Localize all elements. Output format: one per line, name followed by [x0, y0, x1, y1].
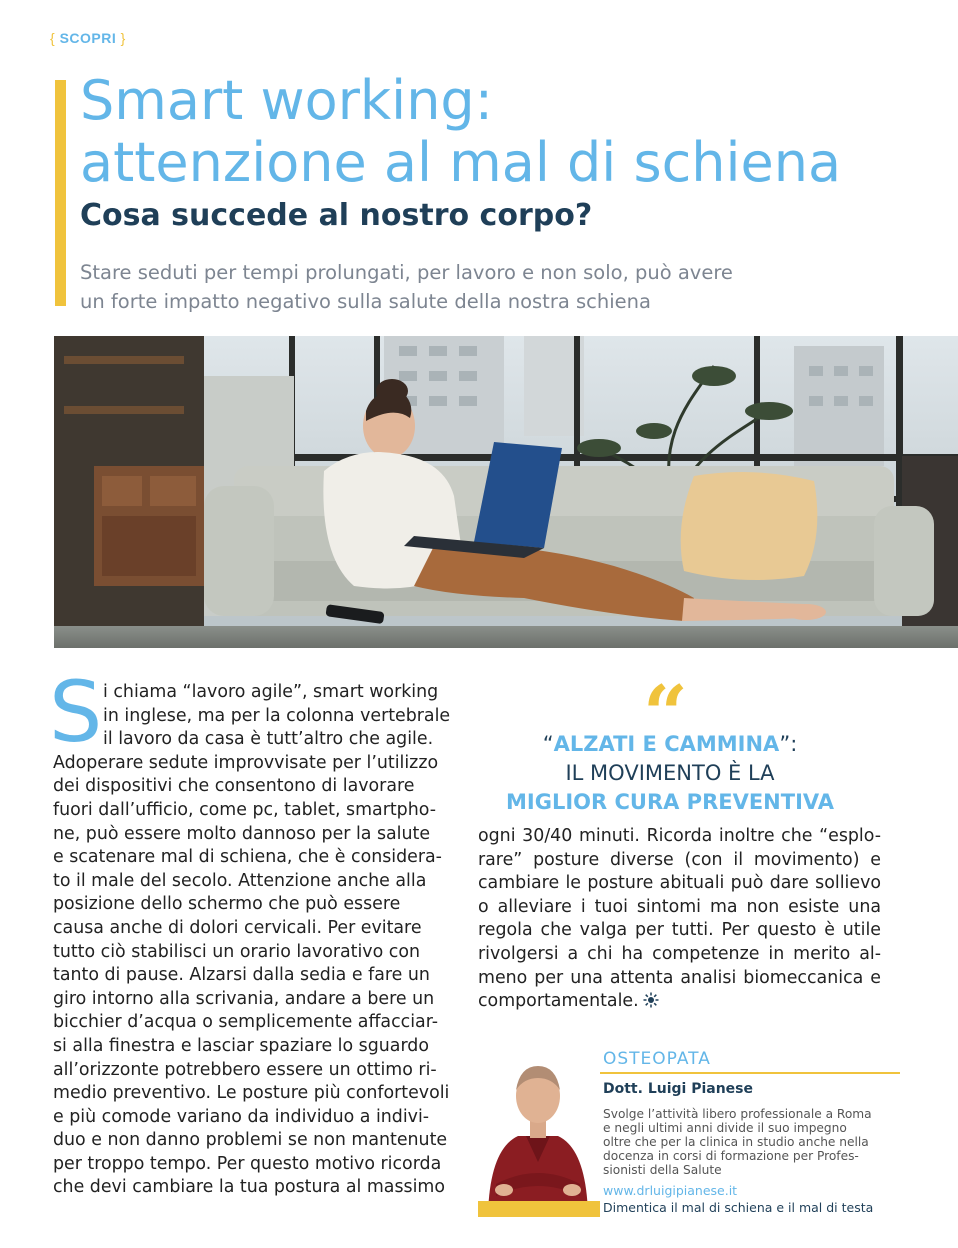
article-subtitle: Cosa succede al nostro corpo?: [80, 198, 593, 233]
pull-quote-open: “: [542, 732, 554, 756]
body-left-line: e più comode variano da individuo a indivi-: [53, 1106, 430, 1127]
body-right-line: rivolgersi a chi ha competenze in merito al-: [478, 943, 881, 964]
author-bio-line: Svolge l’attività libero professionale a Roma: [603, 1107, 872, 1121]
section-tag-label: SCOPRI: [59, 30, 117, 46]
body-left-line: to il male del secolo. Attenzione anche alla: [53, 870, 427, 891]
author-photo: [478, 1044, 598, 1214]
body-left-line: bicchier d’acqua o semplicemente affacciar-: [53, 1012, 439, 1033]
author-bio-line: e negli ultimi anni divide il suo impegno: [603, 1121, 847, 1135]
body-left-line: Adoperare sedute improvvisate per l’utilizzo: [53, 752, 439, 773]
body-left-line: tanto di pause. Alzarsi dalla sedia e fare un: [53, 965, 430, 986]
body-right-line: o alleviare i tuoi sintomi ma non esiste una: [478, 896, 881, 917]
body-left-line: in inglese, ma per la colonna vertebrale: [103, 705, 451, 726]
body-right-line: regola che valga per tutti. Per questo è utile: [478, 920, 881, 941]
title-accent-bar: [55, 80, 66, 306]
author-book-title: Dimentica il mal di schiena e il mal di testa: [603, 1200, 874, 1215]
body-right-line: meno per una attenta analisi biomeccanica e: [478, 967, 881, 988]
lead-line-2: un forte impatto negativo sulla salute della nostra schiena: [80, 290, 651, 313]
body-left-line: causa anche di dolori cervicali. Per evitare: [53, 917, 422, 938]
author-bio-line: docenza in corsi di formazione per Profes-: [603, 1149, 859, 1163]
article-title: [80, 70, 940, 194]
article-title-line-2: attenzione al mal di schiena: [80, 131, 842, 194]
section-tag-brace-right: }: [120, 30, 126, 46]
lead-line-1: Stare seduti per tempi prolungati, per lavoro e non solo, può avere: [80, 261, 733, 284]
section-tag: [50, 30, 126, 46]
author-role: OSTEOPATA: [603, 1049, 711, 1069]
body-left-line: e scatenare mal di schiena, che è considera-: [53, 847, 442, 868]
body-right-line: comportamentale.: [478, 991, 639, 1012]
end-of-article-mark-icon: [643, 992, 659, 1008]
author-role-divider: [600, 1072, 900, 1074]
pull-quote-close: ”:: [779, 732, 798, 756]
body-left-line: si alla finestra e lasciar spaziare lo sguardo: [53, 1035, 429, 1056]
pull-quote-line-2: IL MOVIMENTO È LA: [565, 761, 775, 785]
body-left-line: fuori dall’ufficio, come pc, tablet, smartpho-: [53, 799, 436, 820]
author-bio-line: sionisti della Salute: [603, 1163, 722, 1177]
author-website-link[interactable]: www.drluigipianese.it: [603, 1183, 738, 1198]
body-left-line: posizione dello schermo che può essere: [53, 894, 401, 915]
author-bio-line: oltre che per la clinica in studio anche nella: [603, 1135, 869, 1149]
body-left-line: i chiama “lavoro agile”, smart working: [103, 682, 439, 702]
body-right-line: rare” posture diverse (con il movimento) e: [478, 849, 881, 870]
body-left-line: duo e non danno problemi se non mantenute: [53, 1130, 448, 1151]
woman-on-sofa-with-laptop-photo: [54, 336, 958, 648]
pull-quote-line-1: [480, 730, 860, 759]
body-left-line: per troppo tempo. Per questo motivo ricorda: [53, 1153, 442, 1174]
body-right-line: ogni 30/40 minuti. Ricorda inoltre che “esplo-: [478, 826, 881, 846]
quote-mark-icon: “: [643, 669, 688, 760]
section-tag-brace-left: {: [50, 30, 56, 46]
body-left-line: dei dispositivi che consentono di lavorare: [53, 776, 415, 797]
pull-quote: [480, 730, 860, 817]
body-left-line: tutto ciò stabilisci un orario lavorativo con: [53, 941, 420, 962]
body-column-right: [478, 825, 881, 1014]
body-left-line: che devi cambiare la tua postura al massimo: [53, 1177, 445, 1198]
body-left-line: giro intorno alla scrivania, andare a bere un: [53, 988, 435, 1009]
article-lead: [80, 258, 900, 316]
body-column-left: [53, 681, 454, 1200]
author-photo-band: [478, 1201, 600, 1217]
article-title-line-1: Smart working:: [80, 69, 493, 132]
body-left-line: ne, può essere molto dannoso per la salute: [53, 823, 431, 844]
dropcap-letter: S: [49, 663, 103, 761]
author-name: Dott. Luigi Pianese: [603, 1081, 753, 1097]
body-left-line: medio preventivo. Le posture più confortevoli: [53, 1083, 450, 1104]
author-bio: [603, 1107, 873, 1177]
pull-quote-highlight-1: ALZATI E CAMMINA: [553, 732, 780, 756]
body-left-line: il lavoro da casa è tutt’altro che agile.: [103, 729, 434, 750]
body-right-line: cambiare le posture abituali può dare sollievo: [478, 873, 881, 894]
body-left-line: all’orizzonte potrebbero essere un ottimo ri-: [53, 1059, 437, 1080]
pull-quote-highlight-2: MIGLIOR CURA PREVENTIVA: [506, 790, 834, 814]
body-right-last-line: [478, 990, 881, 1014]
hero-photo: [54, 336, 958, 648]
